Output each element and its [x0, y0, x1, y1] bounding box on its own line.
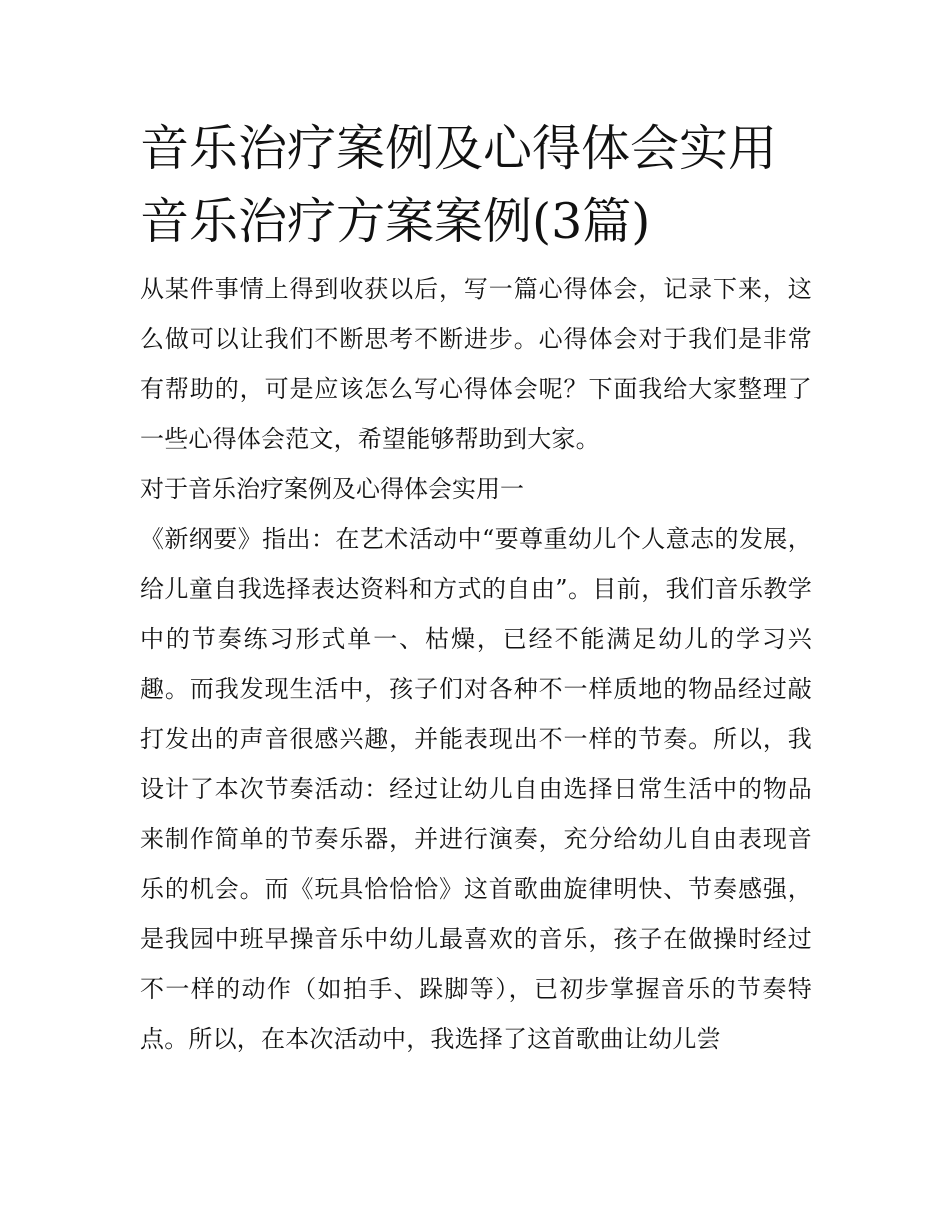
intro-paragraph: 从某件事情上得到收获以后，写一篇心得体会，记录下来，这么做可以让我们不断思考不断进步。心得体会对于我们是非常有帮助的，可是应该怎么写心得体会呢？下面我给大家整理了一些心得体会范文，希望能够帮助到大家。 [140, 275, 812, 453]
title-line-1: 音乐治疗案例及心得体会实用 [140, 120, 778, 177]
section-heading: 对于音乐治疗案例及心得体会实用一 [140, 475, 524, 503]
body-paragraph: 《新纲要》指出：在艺术活动中“要尊重幼儿个人意志的发展，给儿童自我选择表达资料和方式的自由”。目前，我们音乐教学中的节奏练习形式单一、枯燥，已经不能满足幼儿的学习兴趣。而我发现生活中，孩子们对各种不一样质地的物品经过敲打发出的声音很感兴趣，并能表现出不一样的节奏。所以，我设计了本次节奏活动：经过让幼儿自由选择日常生活中的物品来制作简单的节奏乐器，并进行演奏，充分给幼儿自由表现音乐的机会。而《玩具恰恰恰》这首歌曲旋律明快、节奏感强，是我园中班早操音乐中幼儿最喜欢的音乐，孩子在做操时经过不一样的动作（如拍手、跺脚等），已初步掌握音乐的节奏特点。所以，在本次活动中，我选择了这首歌曲让幼儿尝 [140, 525, 812, 1053]
document-page [140, 112, 812, 1064]
title-line-2: 音乐治疗方案案例(3篇) [140, 193, 651, 250]
document-title [140, 112, 812, 258]
